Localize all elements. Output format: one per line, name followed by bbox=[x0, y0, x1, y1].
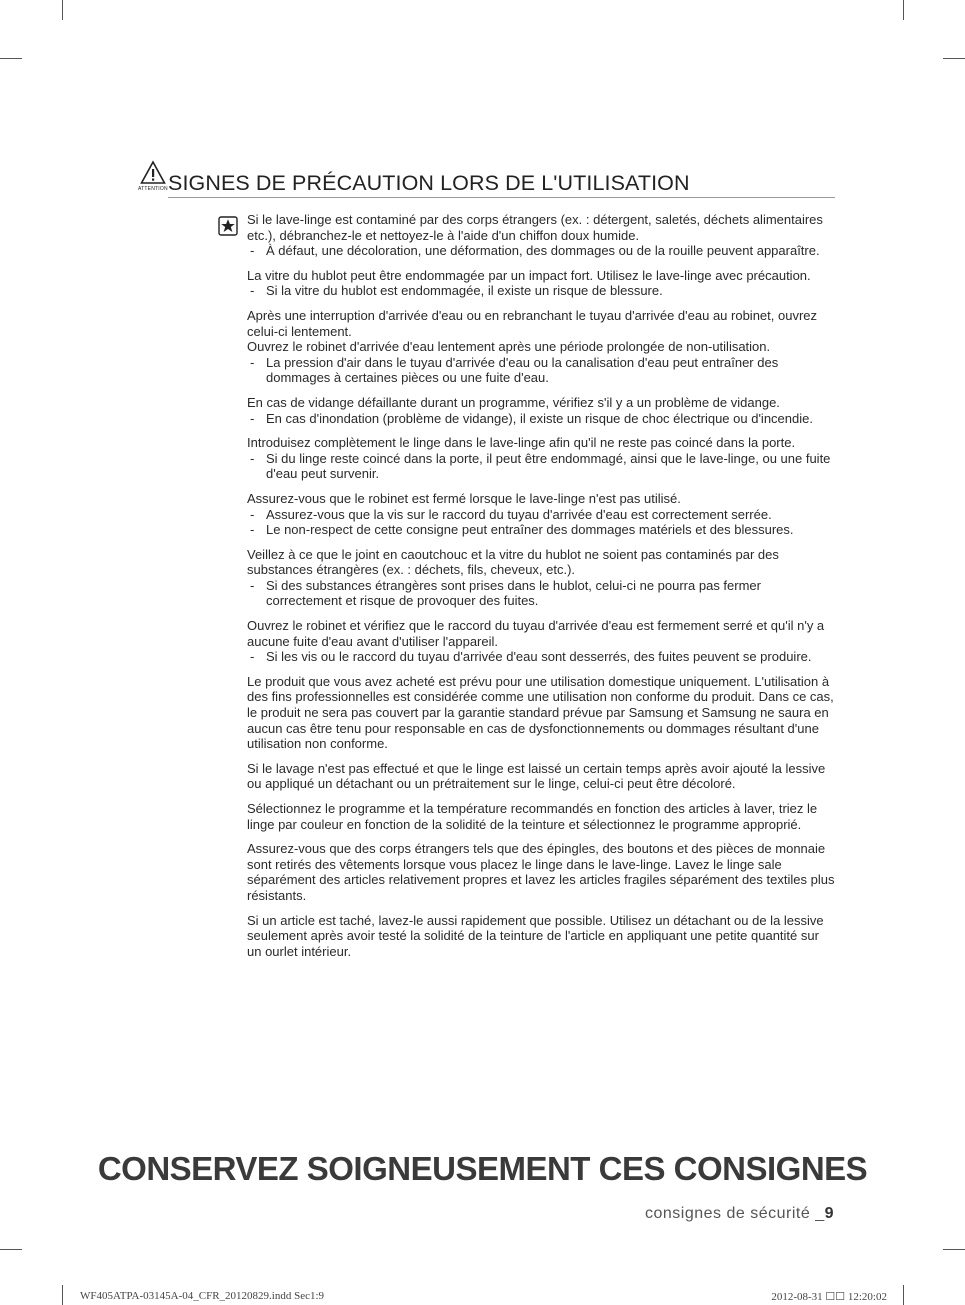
precaution-subnote: - La pression d'air dans le tuyau d'arrivée d'eau ou la canalisation d'eau peut entraîner des dommages à certaines pièces ou une fuite d'eau. bbox=[250, 354, 779, 386]
precaution-subnote: - Si la vitre du hublot est endommagée, il existe un risque de blessure. bbox=[250, 283, 663, 299]
precaution-item bbox=[247, 395, 837, 426]
precaution-text: Si un article est taché, lavez-le aussi rapidement que possible. Utilisez un détachant ou de la lessive seulement après avoir testé la solidité de la teinture de l'article en appliquant une petite quantité sur un ourlet intérieur. bbox=[247, 912, 824, 959]
precaution-subnote: - Si du linge reste coincé dans la porte, il peut être endommagé, ainsi que le lave-linge, ou une fuite d'eau peut survenir. bbox=[250, 450, 831, 482]
precaution-subnote: - Si des substances étrangères sont prises dans le hublot, celui-ci ne pourra pas fermer correctement et risque de provoquer des fuites. bbox=[250, 577, 761, 609]
precaution-item bbox=[247, 547, 837, 609]
precaution-text: Introduisez complètement le linge dans le lave-linge afin qu'il ne reste pas coincé dans la porte. bbox=[247, 435, 796, 451]
crop-mark bbox=[943, 58, 965, 59]
precaution-subnote: - Assurez-vous que la vis sur le raccord du tuyau d'arrivée d'eau est correctement serrée. bbox=[250, 506, 772, 522]
precaution-subnote: - Le non-respect de cette consigne peut entraîner des dommages matériels et des blessures. bbox=[250, 522, 794, 538]
precaution-text: Assurez-vous que le robinet est fermé lorsque le lave-linge n'est pas utilisé. bbox=[247, 490, 681, 506]
page-number: 9 bbox=[824, 1205, 834, 1222]
precaution-item bbox=[247, 913, 837, 960]
precaution-item bbox=[247, 491, 837, 538]
print-slug-datetime: 2012-08-31 ☐☐ 12:20:02 bbox=[771, 1291, 887, 1303]
section-heading bbox=[140, 158, 835, 200]
precaution-item bbox=[247, 674, 837, 752]
crop-mark bbox=[0, 1249, 22, 1250]
precaution-text: Si le lave-linge est contaminé par des corps étrangers (ex. : détergent, saletés, déchets alimentaires etc.), débranchez-le et nettoyez-le à l'aide d'un chiffon doux humide. bbox=[247, 212, 823, 243]
precaution-item bbox=[247, 618, 837, 665]
crop-mark bbox=[903, 1285, 904, 1305]
precaution-item bbox=[247, 761, 837, 792]
warning-label: ATTENTION bbox=[138, 186, 168, 192]
precaution-subnote: - En cas d'inondation (problème de vidange), il existe un risque de choc électrique ou d'incendie. bbox=[250, 410, 813, 426]
crop-mark bbox=[0, 58, 22, 59]
precaution-text: Ouvrez le robinet et vérifiez que le raccord du tuyau d'arrivée d'eau est fermement serré et qu'il n'y a aucune fuite d'eau avant d'utiliser l'appareil. bbox=[247, 618, 825, 649]
precaution-text: Après une interruption d'arrivée d'eau ou en rebranchant le tuyau d'arrivée d'eau au robinet, ouvrez celui-ci lentement. bbox=[247, 307, 818, 339]
heading-rule bbox=[168, 197, 835, 198]
precaution-text: En cas de vidange défaillante durant un programme, vérifiez s'il y a un problème de vidange. bbox=[247, 394, 780, 410]
precaution-list bbox=[247, 212, 837, 968]
star-note-icon bbox=[218, 216, 238, 236]
precaution-text: Ouvrez le robinet d'arrivée d'eau lentement après une période prolongée de non-utilisation. bbox=[247, 339, 771, 355]
precaution-text: Sélectionnez le programme et la température recommandés en fonction des articles à laver, triez le linge par couleur en fonction de la solidité de la teinture et sélectionnez le programme approprié. bbox=[247, 801, 818, 832]
footer-section-label: consignes de sécurité _ bbox=[644, 1205, 825, 1222]
precaution-item bbox=[247, 268, 837, 299]
crop-mark bbox=[62, 0, 63, 20]
print-slug-file: WF405ATPA-03145A-04_CFR_20120829.indd Sec1:9 bbox=[80, 1290, 325, 1302]
precaution-item bbox=[247, 841, 837, 903]
precaution-subnote: - Si les vis ou le raccord du tuyau d'arrivée d'eau sont desserrés, des fuites peuvent se produire. bbox=[250, 649, 812, 665]
precaution-text: La vitre du hublot peut être endommagée par un impact fort. Utilisez le lave-linge avec précaution. bbox=[247, 267, 811, 283]
keep-instructions-banner: CONSERVEZ SOIGNEUSEMENT CES CONSIGNES bbox=[97, 1150, 868, 1187]
precaution-subnote: - À défaut, une décoloration, une déformation, des dommages ou de la rouille peuvent apparaître. bbox=[250, 243, 820, 259]
precaution-text: Le produit que vous avez acheté est prévu pour une utilisation domestique uniquement. L'utilisation à des fins professionnelles est considérée comme une utilisation non conforme du produit. Dans ce cas, le produit ne sera pas couvert par la garantie standard prévue par Samsung et Samsung ne saura en aucun cas être tenu pour responsable en cas de dysfonctionnements ou dommages résultant d'une utilisation non conforme. bbox=[247, 673, 834, 752]
precaution-text: Assurez-vous que des corps étrangers tels que des épingles, des boutons et des pièces de monnaie sont retirés des vêtements lorsque vous placez le linge dans le lave-linge. Lavez le linge sale séparément des articles relativement propres et lavez les articles fragiles séparément des textiles plus résistants. bbox=[247, 841, 835, 903]
precaution-item bbox=[247, 212, 837, 259]
crop-mark bbox=[62, 1285, 63, 1305]
precaution-text: Veillez à ce que le joint en caoutchouc et la vitre du hublot ne soient pas contaminés par des substances étrangères (ex. : déchets, fils, cheveux, etc.). bbox=[247, 546, 779, 578]
precaution-item bbox=[247, 308, 837, 386]
precaution-text: Si le lavage n'est pas effectué et que le linge est laissé un certain temps après avoir ajouté la lessive ou appliqué un détachant ou un prétraitement sur le linge, celui-ci peut être décoloré. bbox=[247, 760, 826, 792]
page-footer bbox=[645, 1205, 834, 1223]
page-title: SIGNES DE PRÉCAUTION LORS DE L'UTILISATION bbox=[168, 171, 690, 195]
crop-mark bbox=[903, 0, 904, 20]
crop-mark bbox=[943, 1249, 965, 1250]
precaution-item bbox=[247, 801, 837, 832]
precaution-item bbox=[247, 435, 837, 482]
